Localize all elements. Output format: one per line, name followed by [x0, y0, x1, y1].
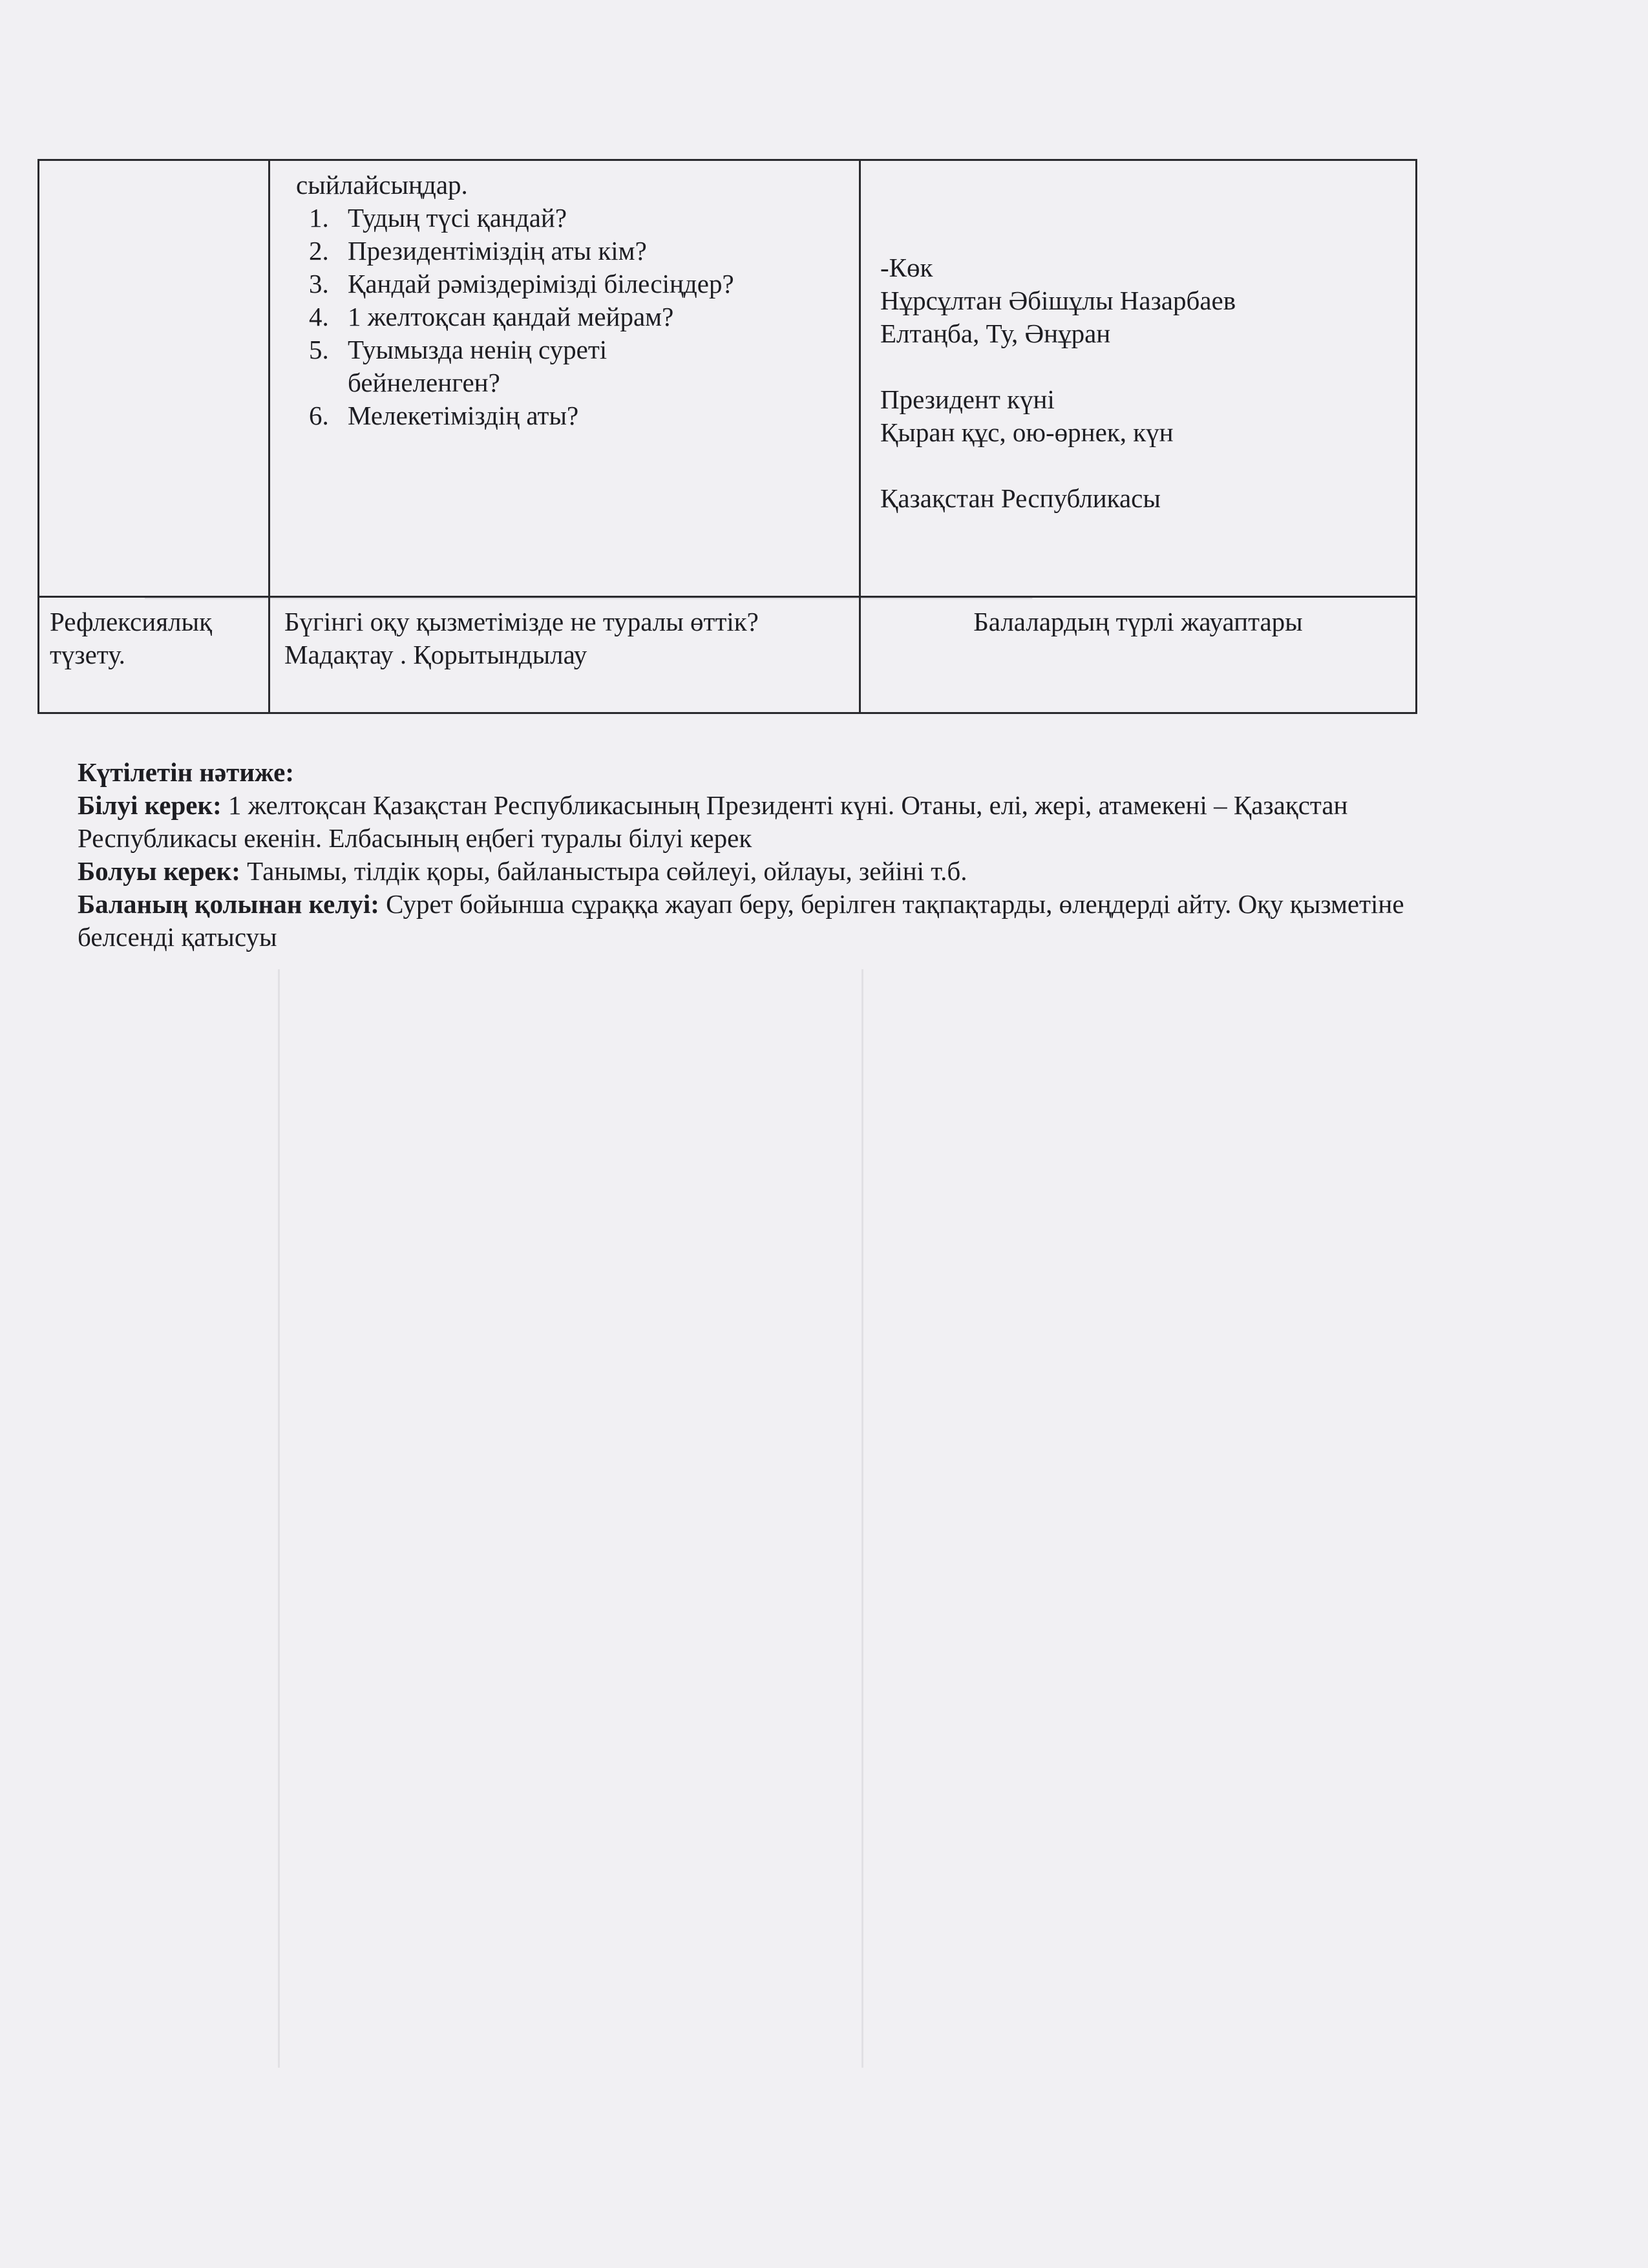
lesson-table — [37, 159, 1417, 714]
answer-text — [880, 350, 1415, 383]
answer-text: Қазақстан Республикасы — [880, 483, 1161, 513]
list-item: 6. Мелекетіміздің аты? — [309, 401, 579, 430]
expected-results — [78, 756, 1441, 954]
question-intro: сыйлайсыңдар. — [296, 170, 468, 200]
answer-text: Президент күні — [880, 384, 1055, 414]
answers-cell — [860, 160, 1417, 597]
questions-cell — [269, 160, 860, 597]
answer-text: -Көк — [880, 253, 933, 282]
answer-text: Нұрсұлтан Әбішұлы Назарбаев — [880, 286, 1236, 315]
answer-text: Қыран құс, ою-өрнек, күн — [880, 417, 1174, 447]
answer-text — [880, 449, 1415, 482]
list-item: 2. Президентіміздің аты кім? — [309, 236, 647, 266]
able-paragraph: Баланың қолынан келуі: Сурет бойынша сұраққа жауап беру, берілген тақпақтарды, өлеңдерді айту. Оқу қызметіне белсенді қатысуы — [78, 889, 1404, 952]
bleed-through-block — [278, 969, 863, 2068]
stage-cell — [39, 160, 269, 597]
bleed-through-text: ───────────────────────────────────────────────────────── — [145, 586, 1033, 610]
activity-cell: Бүгінгі оқу қызметімізде не туралы өттік? Мадақтау . Қорытындылау — [269, 597, 860, 713]
table-row — [39, 160, 1417, 597]
results-heading: Күтілетін нәтиже: — [78, 757, 294, 787]
list-item: 4. 1 желтоқсан қандай мейрам? — [309, 302, 674, 331]
know-paragraph: Білуі керек: 1 желтоқсан Қазақстан Республикасының Президенті күні. Отаны, елі, жері, атамекені – Қазақстан Республикасы екенін. Елбасының еңбегі туралы білуі керек — [78, 790, 1348, 853]
stage-label: Рефлексиялық түзету. — [39, 597, 269, 713]
answer-text: Елтаңба, Ту, Әнұран — [880, 319, 1111, 348]
list-item: 3. Қандай рәміздерімізді білесіңдер? — [309, 269, 734, 299]
children-answer-cell: Балалардың түрлі жауаптары — [860, 597, 1417, 713]
have-paragraph: Болуы керек: Танымы, тілдік қоры, байланыстыра сөйлеуі, ойлауы, зейіні т.б. — [78, 856, 967, 886]
list-item: 5. Туымызда ненің суреті бейнеленген? — [309, 335, 607, 397]
question-list — [296, 202, 859, 432]
table-row — [39, 597, 1417, 713]
list-item: 1. Тудың түсі қандай? — [309, 203, 567, 233]
